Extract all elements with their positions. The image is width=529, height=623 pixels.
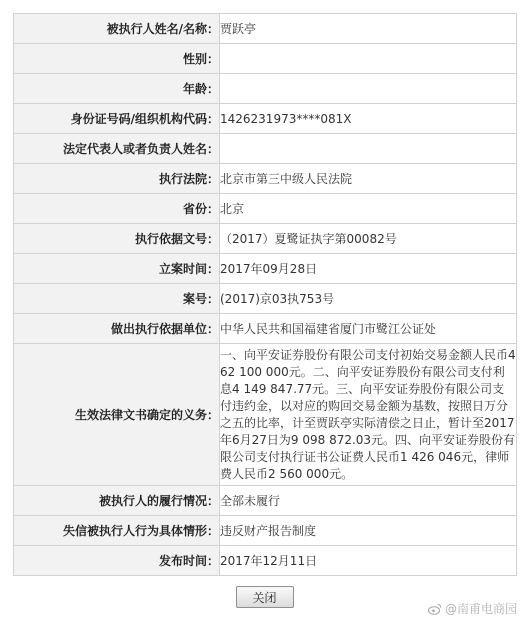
label-dishonest-behavior: 失信被执行人行为具体情形：: [14, 516, 220, 546]
value-court: 北京市第三中级人民法院: [220, 164, 517, 194]
label-name: 被执行人姓名/名称：: [14, 14, 220, 44]
label-case-number: 案号：: [14, 284, 220, 314]
label-gender: 性别：: [14, 44, 220, 74]
weibo-icon: [428, 603, 442, 615]
value-issuing-unit: 中华人民共和国福建省厦门市鹭江公证处: [220, 314, 517, 344]
value-basis-doc-number: （2017）夏鹭证执字第00082号: [220, 224, 517, 254]
row-issuing-unit: [14, 314, 517, 344]
watermark-text: @南甫电商园: [444, 602, 517, 616]
info-table: [13, 13, 517, 576]
row-filing-date: [14, 254, 517, 284]
value-age: [220, 74, 517, 104]
row-case-number: [14, 284, 517, 314]
label-legal-rep: 法定代表人或者负责人姓名：: [14, 134, 220, 164]
label-basis-doc-number: 执行依据文号：: [14, 224, 220, 254]
value-gender: [220, 44, 517, 74]
row-name: [14, 14, 517, 44]
label-age: 年龄：: [14, 74, 220, 104]
label-publish-date: 发布时间：: [14, 546, 220, 576]
label-id-number: 身份证号码/组织机构代码：: [14, 104, 220, 134]
label-issuing-unit: 做出执行依据单位：: [14, 314, 220, 344]
row-performance: [14, 486, 517, 516]
row-court: [14, 164, 517, 194]
value-id-number: 1426231973****081X: [220, 104, 517, 134]
value-name: 贾跃亭: [220, 14, 517, 44]
row-province: [14, 194, 517, 224]
row-obligations: [14, 344, 517, 486]
watermark: [428, 600, 517, 617]
label-performance: 被执行人的履行情况：: [14, 486, 220, 516]
label-filing-date: 立案时间：: [14, 254, 220, 284]
value-filing-date: 2017年09月28日: [220, 254, 517, 284]
value-performance: 全部未履行: [220, 486, 517, 516]
value-dishonest-behavior: 违反财产报告制度: [220, 516, 517, 546]
row-gender: [14, 44, 517, 74]
label-province: 省份：: [14, 194, 220, 224]
row-basis-doc-number: [14, 224, 517, 254]
row-publish-date: [14, 546, 517, 576]
row-dishonest-behavior: [14, 516, 517, 546]
row-legal-rep: [14, 134, 517, 164]
label-court: 执行法院：: [14, 164, 220, 194]
close-button[interactable]: 关闭: [236, 586, 294, 608]
dishonest-person-detail: [13, 13, 517, 576]
value-province: 北京: [220, 194, 517, 224]
row-age: [14, 74, 517, 104]
value-case-number: (2017)京03执753号: [220, 284, 517, 314]
value-publish-date: 2017年12月11日: [220, 546, 517, 576]
row-id-number: [14, 104, 517, 134]
value-legal-rep: [220, 134, 517, 164]
label-obligations: 生效法律文书确定的义务：: [14, 344, 220, 486]
value-obligations: 一、向平安证券股份有限公司支付初始交易金额人民币462 100 000元。二、向平安证券股份有限公司支付利息4 149 847.77元。三、向平安证券股份有限公司支付违约金，以对应的购回交易金额为基数，按照日万分之五的比率，计至贾跃亭实际清偿之日止，暂计至2017年6月27日为9 098 872.03元。四、向平安证券股份有限公司支付执行证书公证费人民币1 426 046元，律师费人民币2 560 000元。: [220, 344, 517, 486]
